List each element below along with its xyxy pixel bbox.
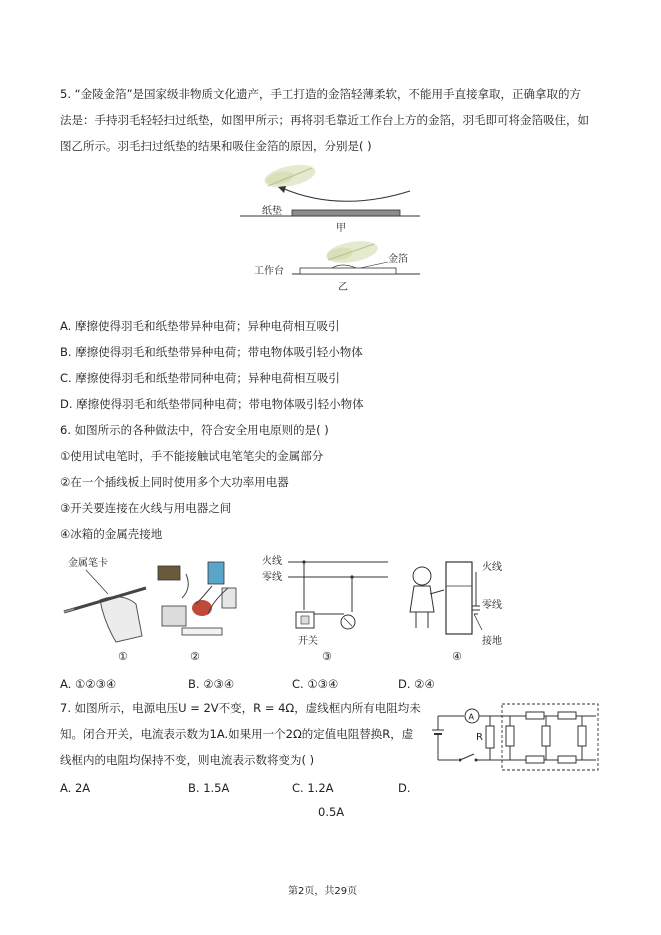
q6-option-b: B. ②③④ xyxy=(188,677,235,691)
q5-stem-line-1: 5. “金陵金箔”是国家级非物质文化遗产，手工打造的金箔轻薄柔软，不能用手直接拿取，正确拿取的方 xyxy=(60,87,582,101)
label-neutral-2: 零线 xyxy=(482,600,502,611)
appliance-icon xyxy=(158,562,236,635)
label-bench: 工作台 xyxy=(254,266,284,277)
q7-option-c: C. 1.2A xyxy=(292,781,334,795)
q5-option-b: B. 摩擦使得羽毛和纸垫带异种电荷；带电物体吸引轻小物体 xyxy=(60,345,363,359)
q6-item-3: ③开关要连接在火线与用电器之间 xyxy=(60,501,232,515)
q6-figure-label-4: ④ xyxy=(452,650,462,663)
q6-item-2: ②在一个插线板上同时使用多个大功率用电器 xyxy=(60,475,289,489)
label-switch: 开关 xyxy=(298,636,318,647)
resistor-r-icon xyxy=(486,726,494,748)
q6-option-c: C. ①③④ xyxy=(292,677,339,691)
q7-stem-line-3: 线框内的电阻均保持不变，则电流表示数将变为( ) xyxy=(60,753,315,767)
q6-stem: 6. 如图所示的各种做法中，符合安全用电原则的是( ) xyxy=(60,423,329,437)
q7-option-b: B. 1.5A xyxy=(188,781,230,795)
hand-icon xyxy=(100,597,142,642)
feather-icon xyxy=(262,161,317,191)
q6-figure-3-switch-wiring xyxy=(262,550,392,648)
q7-circuit-figure xyxy=(430,700,602,772)
label-neutral: 零线 xyxy=(262,572,282,583)
q5-figure-jia xyxy=(240,158,430,238)
q6-figure-2-power-strip xyxy=(152,558,244,646)
label-live: 火线 xyxy=(262,556,282,567)
q5-stem-line-3: 图乙所示。羽毛扫过纸垫的结果和吸住金箔的原因，分别是( ) xyxy=(60,139,372,153)
girl-icon xyxy=(410,567,444,628)
resistor-label: R xyxy=(476,732,483,743)
q6-figure-label-2: ② xyxy=(190,650,200,663)
q5-figure-yi xyxy=(240,238,430,296)
page-footer: 第2页，共29页 xyxy=(288,886,358,897)
bulb-icon xyxy=(341,615,355,629)
q7-option-d-value: 0.5A xyxy=(318,805,345,819)
q6-figure-1-test-pen xyxy=(60,552,150,647)
label-yi: 乙 xyxy=(338,282,348,293)
q6-figure-4-fridge-ground xyxy=(400,556,518,648)
q7-option-d: D. xyxy=(398,781,411,795)
q7-stem-line-1: 7. 如图所示，电源电压U = 2V不变，R = 4Ω，虚线框内所有电阻均未 xyxy=(60,701,421,715)
feather-icon xyxy=(325,238,380,266)
q6-figure-label-3: ③ xyxy=(322,650,332,663)
label-ground: 接地 xyxy=(482,636,502,647)
battery-icon xyxy=(432,730,444,734)
q6-item-1: ①使用试电笔时，手不能接触试电笔笔尖的金属部分 xyxy=(60,449,324,463)
label-foil: 金箔 xyxy=(388,254,408,265)
q7-stem-line-2: 知。闭合开关，电流表示数为1A.如果用一个2Ω的定值电阻替换R，虚 xyxy=(60,727,414,741)
q5-stem-line-2: 法是：手持羽毛轻轻扫过纸垫，如图甲所示；再将羽毛靠近工作台上方的金箔，羽毛即可将金箔吸住，如 xyxy=(60,113,589,127)
label-live-2: 火线 xyxy=(482,562,502,573)
label-jia: 甲 xyxy=(336,223,346,234)
label-pad: 纸垫 xyxy=(262,206,282,217)
switch-icon xyxy=(459,754,478,762)
q7-option-a: A. 2A xyxy=(60,781,91,795)
q6-figure-label-1: ① xyxy=(118,650,128,663)
fridge-icon xyxy=(446,562,472,634)
q5-option-a: A. 摩擦使得羽毛和纸垫带异种电荷；异种电荷相互吸引 xyxy=(60,319,340,333)
q6-option-a: A. ①②③④ xyxy=(60,677,117,691)
label-pen-cap: 金属笔卡 xyxy=(68,558,108,569)
q6-item-4: ④冰箱的金属壳接地 xyxy=(60,527,163,541)
q5-option-c: C. 摩擦使得羽毛和纸垫带同种电荷；异种电荷相互吸引 xyxy=(60,371,340,385)
q6-option-d: D. ②④ xyxy=(398,677,435,691)
q5-option-d: D. 摩擦使得羽毛和纸垫带同种电荷；带电物体吸引轻小物体 xyxy=(60,397,364,411)
ammeter-label: A xyxy=(468,712,474,722)
